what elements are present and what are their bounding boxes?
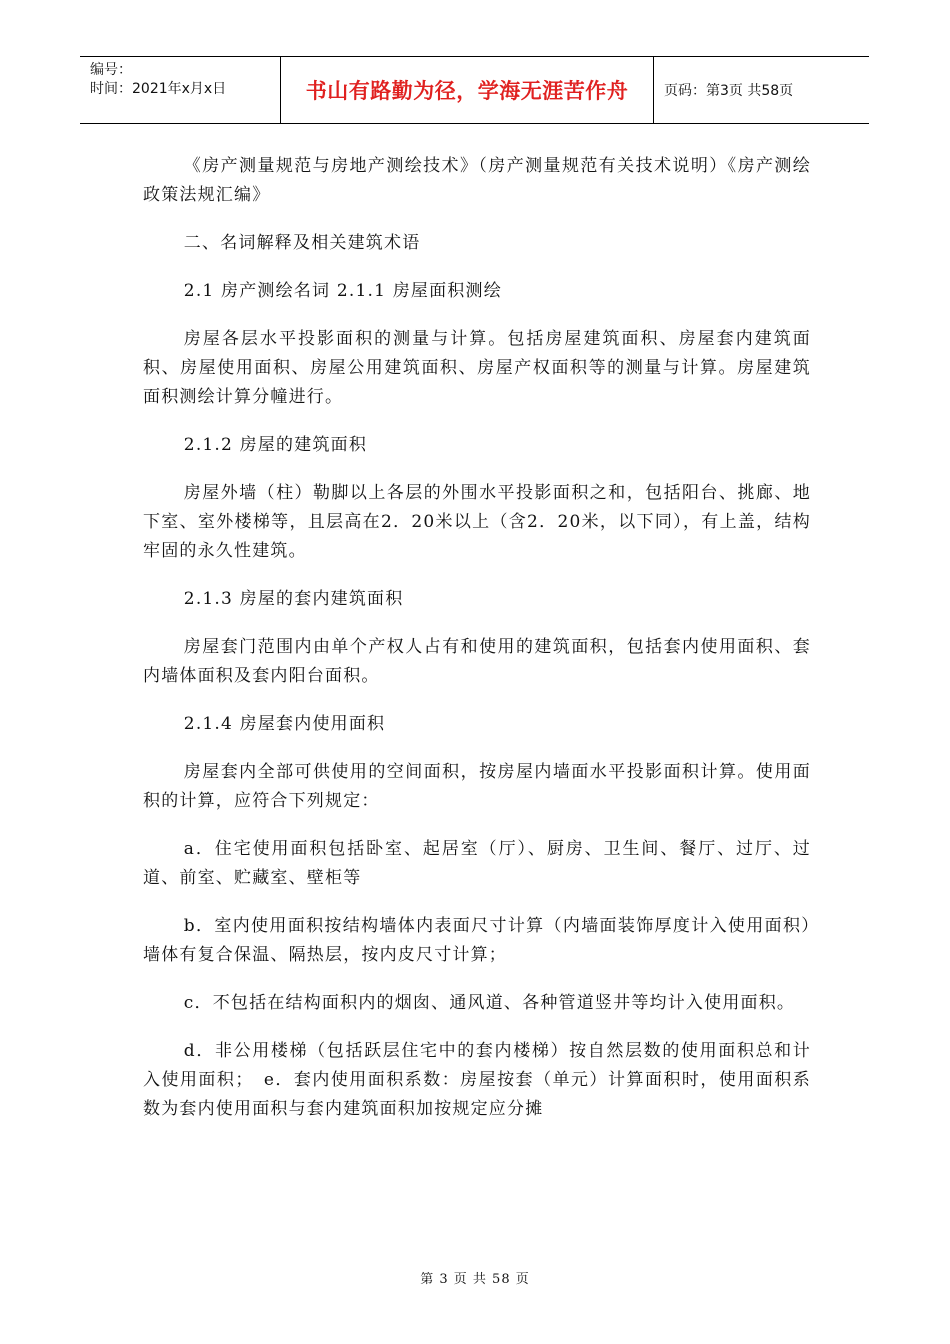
motto-text: 书山有路勤为径，学海无涯苦作舟 xyxy=(305,79,629,103)
document-body xyxy=(143,152,811,1143)
paragraph-area-survey: 房屋各层水平投影面积的测量与计算。包括房屋建筑面积、房屋套内建筑面积、房屋使用面积、房屋公用建筑面积、房屋产权面积等的测量与计算。房屋建筑面积测绘计算分幢进行。 xyxy=(143,329,811,407)
paragraph-building-area: 房屋外墙（柱）勒脚以上各层的外围水平投影面积之和，包括阳台、挑廊、地下室、室外楼梯等，且层高在2．20米以上（含2．20米，以下同），有上盖，结构牢固的永久性建筑。 xyxy=(143,483,811,561)
list-item-d-e: d．非公用楼梯（包括跃层住宅中的套内楼梯）按自然层数的使用面积总和计入使用面积； e．套内使用面积系数：房屋按套（单元）计算面积时，使用面积系数为套内使用面积与套内建筑面积加按规定应分摊 xyxy=(143,1041,811,1119)
header-page-cell xyxy=(654,57,869,123)
paragraph-usable-area: 房屋套内全部可供使用的空间面积，按房屋内墙面水平投影面积计算。使用面积的计算，应符合下列规定： xyxy=(143,762,811,811)
subsection-heading: 2.1 房产测绘名词 2.1.1 房屋面积测绘 xyxy=(183,281,502,301)
section-heading: 二、名词解释及相关建筑术语 xyxy=(183,233,421,253)
list-item-c: c．不包括在结构面积内的烟囱、通风道、各种管道竖井等均计入使用面积。 xyxy=(183,993,796,1013)
time-label: 时间：2021年x月x日 xyxy=(90,81,227,97)
paragraph-references: 《房产测量规范与房地产测绘技术》（房产测量规范有关技术说明）《房产测绘政策法规汇编》 xyxy=(143,156,811,205)
page-header xyxy=(80,56,869,124)
subsection-heading: 2.1.3 房屋的套内建筑面积 xyxy=(183,589,404,609)
subsection-heading: 2.1.4 房屋套内使用面积 xyxy=(183,714,386,734)
list-item-b: b．室内使用面积按结构墙体内表面尺寸计算（内墙面装饰厚度计入使用面积）墙体有复合保温、隔热层，按内皮尺寸计算； xyxy=(143,916,811,965)
paragraph-unit-area: 房屋套门范围内由单个产权人占有和使用的建筑面积，包括套内使用面积、套内墙体面积及套内阳台面积。 xyxy=(143,637,811,686)
subsection-heading: 2.1.2 房屋的建筑面积 xyxy=(183,435,368,455)
header-motto-cell xyxy=(281,57,654,123)
header-meta xyxy=(80,57,281,123)
page-indicator: 页码：第3页 共58页 xyxy=(664,83,794,99)
list-item-a: a．住宅使用面积包括卧室、起居室（厅）、厨房、卫生间、餐厅、过厅、过道、前室、贮藏室、壁柜等 xyxy=(143,839,811,888)
page-footer: 第 3 页 共 58 页 xyxy=(420,1272,530,1287)
number-label: 编号： xyxy=(90,62,132,78)
